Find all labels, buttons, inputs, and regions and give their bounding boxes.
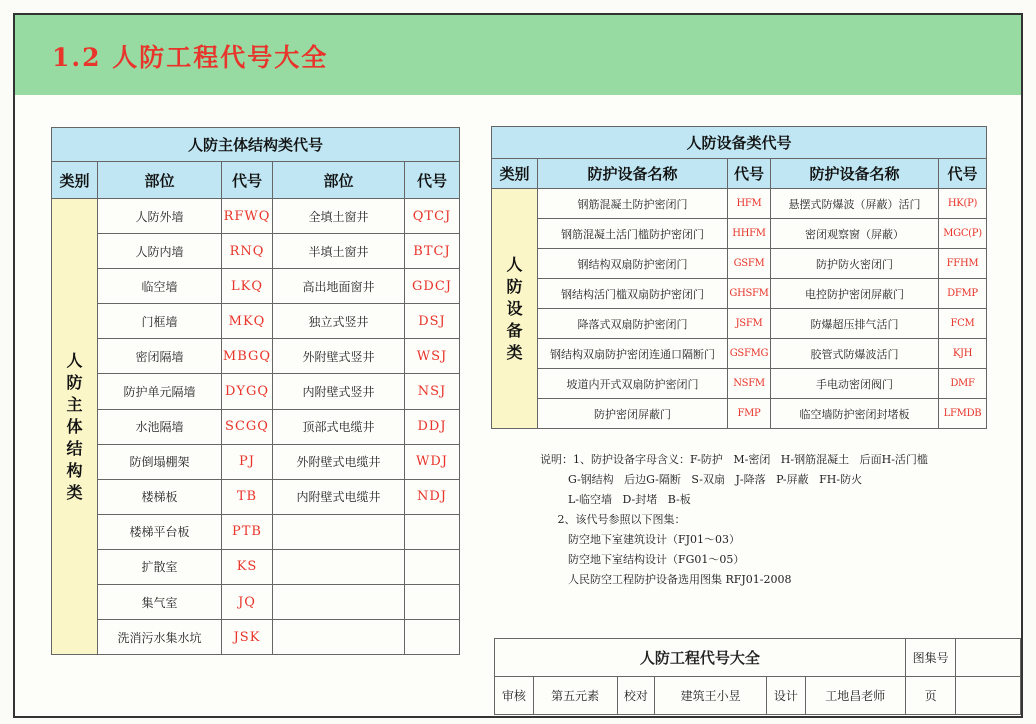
code-cell: NDJ (405, 479, 460, 514)
table-row (52, 444, 460, 479)
table-row (492, 249, 987, 279)
note-line: 防空地下室建筑设计（FJ01～03） (540, 533, 741, 546)
col-header-equipment-name: 防护设备名称 (771, 159, 939, 189)
page-value (956, 677, 1021, 715)
code-cell: PTB (222, 514, 273, 549)
code-cell: DYGQ (222, 374, 273, 409)
table-row (492, 369, 987, 399)
part-cell: 人防内墙 (98, 234, 222, 269)
table-row (52, 339, 460, 374)
table-row (492, 189, 987, 219)
part-cell (273, 620, 405, 655)
code-cell: BTCJ (405, 234, 460, 269)
note-line: 2、该代号参照以下图集： (540, 513, 686, 526)
table-row (52, 549, 460, 584)
code-cell (405, 585, 460, 620)
col-header-code: 代号 (405, 162, 460, 199)
part-cell: 集气室 (98, 585, 222, 620)
code-cell: GSFM (728, 249, 771, 279)
category-char: 类 (506, 342, 523, 362)
code-cell: HFM (728, 189, 771, 219)
category-char: 类 (66, 482, 83, 502)
col-header-equipment-name: 防护设备名称 (538, 159, 728, 189)
code-cell: RNQ (222, 234, 273, 269)
part-cell: 全填土窗井 (273, 199, 405, 234)
table-row (492, 339, 987, 369)
table-row (52, 409, 460, 444)
equipment-name-cell: 钢结构双扇防护密闭门 (538, 249, 728, 279)
design-label: 设计 (767, 677, 806, 715)
table-row (52, 374, 460, 409)
table-row (52, 479, 460, 514)
part-cell: 半填土窗井 (273, 234, 405, 269)
equipment-name-cell: 钢筋混凝土防护密闭门 (538, 189, 728, 219)
equipment-name-cell: 电控防护密闭屏蔽门 (771, 279, 939, 309)
code-cell: DSJ (405, 304, 460, 339)
code-cell: JSFM (728, 309, 771, 339)
code-cell (405, 514, 460, 549)
part-cell: 扩散室 (98, 549, 222, 584)
notes (540, 450, 928, 590)
code-cell (405, 620, 460, 655)
part-cell: 防倒塌棚架 (98, 444, 222, 479)
part-cell: 外附壁式电缆井 (273, 444, 405, 479)
equipment-name-cell: 降落式双扇防护密闭门 (538, 309, 728, 339)
code-cell: WSJ (405, 339, 460, 374)
code-cell: GHSFM (728, 279, 771, 309)
category-char: 防 (506, 276, 523, 296)
category-char: 防 (66, 372, 83, 392)
code-cell: NSJ (405, 374, 460, 409)
note-line: 防空地下室结构设计（FG01～05） (540, 553, 745, 566)
col-header-category: 类别 (52, 162, 98, 199)
review-label: 审核 (495, 677, 534, 715)
note-line: 人民防空工程防护设备选用图集 RFJ01-2008 (540, 573, 792, 586)
category-char: 主 (66, 394, 83, 414)
code-cell: FFHM (939, 249, 987, 279)
category-char: 人 (66, 350, 83, 370)
code-cell: QTCJ (405, 199, 460, 234)
equipment-table-title: 人防设备类代号 (492, 127, 987, 159)
category-char: 结 (66, 438, 83, 458)
code-cell: NSFM (728, 369, 771, 399)
code-cell: MKQ (222, 304, 273, 339)
equipment-name-cell: 防护密闭屏蔽门 (538, 399, 728, 429)
part-cell: 内附壁式电缆井 (273, 479, 405, 514)
equipment-code-table (491, 126, 987, 429)
code-cell: LFMDB (939, 399, 987, 429)
table-row (52, 304, 460, 339)
note-line: G-钢结构 后边G-隔断 S-双扇 J-降落 P-屏蔽 FH-防火 (540, 473, 863, 486)
part-cell: 外附壁式竖井 (273, 339, 405, 374)
structure-table-title: 人防主体结构类代号 (52, 128, 460, 162)
col-header-part: 部位 (98, 162, 222, 199)
atlas-no-label: 图集号 (905, 639, 956, 677)
structure-code-table (51, 127, 460, 655)
equipment-name-cell: 钢筋混凝土活门槛防护密闭门 (538, 219, 728, 249)
code-cell: LKQ (222, 269, 273, 304)
code-cell: GSFMG (728, 339, 771, 369)
design-name: 工地昌老师 (805, 677, 905, 715)
code-cell: GDCJ (405, 269, 460, 304)
category-cell (52, 199, 98, 655)
code-cell: JSK (222, 620, 273, 655)
part-cell: 门框墙 (98, 304, 222, 339)
part-cell: 顶部式电缆井 (273, 409, 405, 444)
code-cell: DFMP (939, 279, 987, 309)
code-cell: MGC(P) (939, 219, 987, 249)
part-cell: 密闭隔墙 (98, 339, 222, 374)
part-cell (273, 549, 405, 584)
category-char: 人 (506, 254, 523, 274)
part-cell: 防护单元隔墙 (98, 374, 222, 409)
code-cell: PJ (222, 444, 273, 479)
table-row (52, 620, 460, 655)
part-cell: 高出地面窗井 (273, 269, 405, 304)
note-line: 说明：1、防护设备字母含义：F-防护 M-密闭 H-钢筋混凝土 后面H-活门槛 (540, 453, 928, 466)
table-row (492, 279, 987, 309)
col-header-category: 类别 (492, 159, 538, 189)
code-cell: MBGQ (222, 339, 273, 374)
equipment-name-cell: 坡道内开式双扇防护密闭门 (538, 369, 728, 399)
part-cell (273, 585, 405, 620)
code-cell: HHFM (728, 219, 771, 249)
category-char: 体 (66, 416, 83, 436)
title-block (494, 638, 1021, 715)
code-cell: HK(P) (939, 189, 987, 219)
equipment-name-cell: 手电动密闭阀门 (771, 369, 939, 399)
code-cell: JQ (222, 585, 273, 620)
category-char: 设 (506, 298, 523, 318)
part-cell: 洗消污水集水坑 (98, 620, 222, 655)
drawing-title: 人防工程代号大全 (495, 639, 906, 677)
code-cell: FCM (939, 309, 987, 339)
equipment-name-cell: 密闭观察窗（屏蔽） (771, 219, 939, 249)
code-cell: WDJ (405, 444, 460, 479)
equipment-name-cell: 胶管式防爆波活门 (771, 339, 939, 369)
page-title: 1.2 人防工程代号大全 (52, 43, 329, 72)
equipment-name-cell: 钢结构活门槛双扇防护密闭门 (538, 279, 728, 309)
code-cell: DMF (939, 369, 987, 399)
table-row (492, 219, 987, 249)
part-cell: 独立式竖井 (273, 304, 405, 339)
part-cell: 楼梯平台板 (98, 514, 222, 549)
atlas-no-value (956, 639, 1021, 677)
category-cell (492, 189, 538, 429)
code-cell: RFWQ (222, 199, 273, 234)
col-header-code: 代号 (728, 159, 771, 189)
table-row (492, 309, 987, 339)
equipment-name-cell: 临空墙防护密闭封堵板 (771, 399, 939, 429)
review-name: 第五元素 (533, 677, 617, 715)
code-cell: KJH (939, 339, 987, 369)
code-cell: KS (222, 549, 273, 584)
part-cell (273, 514, 405, 549)
check-name: 建筑王小昱 (655, 677, 767, 715)
page-label: 页 (905, 677, 956, 715)
equipment-name-cell: 防护防火密闭门 (771, 249, 939, 279)
part-cell: 水池隔墙 (98, 409, 222, 444)
table-row (52, 269, 460, 304)
table-row (492, 399, 987, 429)
col-header-part: 部位 (273, 162, 405, 199)
col-header-code: 代号 (939, 159, 987, 189)
table-row (52, 234, 460, 269)
code-cell (405, 549, 460, 584)
table-row (52, 585, 460, 620)
part-cell: 临空墙 (98, 269, 222, 304)
part-cell: 人防外墙 (98, 199, 222, 234)
table-row (52, 199, 460, 234)
equipment-name-cell: 悬摆式防爆波（屏蔽）活门 (771, 189, 939, 219)
table-row (52, 514, 460, 549)
part-cell: 内附壁式竖井 (273, 374, 405, 409)
note-line: L-临空墙 D-封堵 B-板 (540, 493, 691, 506)
code-cell: FMP (728, 399, 771, 429)
code-cell: SCGQ (222, 409, 273, 444)
equipment-name-cell: 钢结构双扇防护密闭连通口隔断门 (538, 339, 728, 369)
code-cell: DDJ (405, 409, 460, 444)
part-cell: 楼梯板 (98, 479, 222, 514)
category-char: 备 (506, 320, 523, 340)
equipment-name-cell: 防爆超压排气活门 (771, 309, 939, 339)
category-char: 构 (66, 460, 83, 480)
code-cell: TB (222, 479, 273, 514)
check-label: 校对 (617, 677, 655, 715)
col-header-code: 代号 (222, 162, 273, 199)
